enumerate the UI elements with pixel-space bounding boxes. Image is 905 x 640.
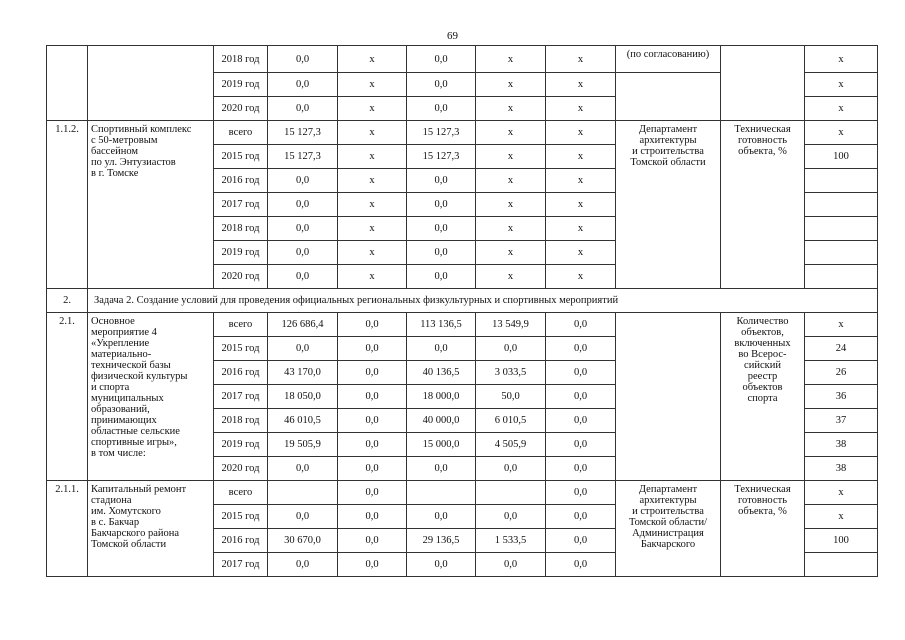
value-cell — [476, 481, 546, 505]
value-cell: х — [546, 169, 616, 193]
value-cell: 0,0 — [407, 337, 476, 361]
indicator-value-cell — [805, 217, 878, 241]
value-cell: х — [476, 169, 546, 193]
task-row — [47, 289, 878, 313]
value-cell: х — [476, 73, 546, 97]
value-cell: 46 010,5 — [268, 409, 338, 433]
value-cell: 0,0 — [338, 529, 407, 553]
indicator-value-cell: х — [805, 73, 878, 97]
item-name: Капитальный ремонт стадиона им. Хомутского в с. Бакчар Бакчарского района Томской области — [88, 481, 214, 577]
value-cell: 0,0 — [546, 457, 616, 481]
value-cell: 0,0 — [268, 337, 338, 361]
year-cell: 2020 год — [214, 97, 268, 121]
indicator-value-cell: х — [805, 505, 878, 529]
year-cell: всего — [214, 121, 268, 145]
value-cell: 43 170,0 — [268, 361, 338, 385]
value-cell: 0,0 — [546, 385, 616, 409]
value-cell: 0,0 — [268, 505, 338, 529]
value-cell: 0,0 — [407, 241, 476, 265]
item-number: 2.1.1. — [47, 481, 88, 577]
page-number: 69 — [447, 30, 458, 42]
executor-cell: (по согласованию) — [616, 46, 721, 73]
value-cell: х — [338, 265, 407, 289]
value-cell: 0,0 — [546, 313, 616, 337]
value-cell: 0,0 — [476, 337, 546, 361]
year-cell: 2019 год — [214, 433, 268, 457]
value-cell: 0,0 — [268, 553, 338, 577]
task-number: 2. — [47, 289, 88, 313]
value-cell: 1 533,5 — [476, 529, 546, 553]
value-cell — [407, 481, 476, 505]
value-cell: 0,0 — [268, 169, 338, 193]
item-name: Спортивный комплекс с 50-метровым бассейном по ул. Энтузиастов в г. Томске — [88, 121, 214, 289]
year-cell: 2016 год — [214, 169, 268, 193]
indicator-value-cell — [805, 241, 878, 265]
executor-cell: Департамент архитектуры и строительства Томской области — [616, 121, 721, 289]
value-cell: 29 136,5 — [407, 529, 476, 553]
year-cell: 2018 год — [214, 46, 268, 73]
value-cell: 0,0 — [407, 553, 476, 577]
value-cell: 0,0 — [268, 193, 338, 217]
value-cell: х — [338, 97, 407, 121]
table-row — [47, 121, 878, 145]
value-cell: х — [338, 169, 407, 193]
value-cell: х — [476, 97, 546, 121]
value-cell: х — [546, 121, 616, 145]
value-cell: х — [546, 145, 616, 169]
year-cell: 2017 год — [214, 193, 268, 217]
value-cell: 113 136,5 — [407, 313, 476, 337]
indicator-cell: Количество объектов, включенных во Всерос- сийский реестр объектов спорта — [721, 313, 805, 481]
indicator-value-cell — [805, 193, 878, 217]
value-cell: 0,0 — [268, 457, 338, 481]
value-cell: х — [546, 73, 616, 97]
indicator-value-cell: 24 — [805, 337, 878, 361]
value-cell: х — [338, 193, 407, 217]
value-cell: 0,0 — [268, 73, 338, 97]
value-cell: 0,0 — [407, 97, 476, 121]
value-cell: 15 127,3 — [268, 145, 338, 169]
value-cell: х — [338, 46, 407, 73]
value-cell: 15 127,3 — [407, 145, 476, 169]
value-cell: 13 549,9 — [476, 313, 546, 337]
value-cell: х — [546, 46, 616, 73]
indicator-value-cell — [805, 553, 878, 577]
value-cell: 0,0 — [407, 193, 476, 217]
indicator-value-cell: 100 — [805, 145, 878, 169]
item-number: 1.1.2. — [47, 121, 88, 289]
value-cell: 18 050,0 — [268, 385, 338, 409]
value-cell — [268, 481, 338, 505]
indicator-value-cell: х — [805, 97, 878, 121]
value-cell: 0,0 — [268, 46, 338, 73]
indicator-value-cell: 26 — [805, 361, 878, 385]
value-cell: 0,0 — [338, 433, 407, 457]
value-cell: 15 127,3 — [268, 121, 338, 145]
indicator-value-cell — [805, 265, 878, 289]
value-cell: 0,0 — [476, 505, 546, 529]
value-cell: 126 686,4 — [268, 313, 338, 337]
year-cell: всего — [214, 481, 268, 505]
value-cell: 0,0 — [407, 217, 476, 241]
value-cell: 40 000,0 — [407, 409, 476, 433]
value-cell: 15 127,3 — [407, 121, 476, 145]
value-cell: х — [476, 193, 546, 217]
value-cell: 0,0 — [268, 241, 338, 265]
value-cell: 4 505,9 — [476, 433, 546, 457]
value-cell: 0,0 — [338, 385, 407, 409]
value-cell: х — [338, 121, 407, 145]
value-cell: 19 505,9 — [268, 433, 338, 457]
year-cell: 2015 год — [214, 337, 268, 361]
item-name — [88, 46, 214, 121]
year-cell: 2018 год — [214, 217, 268, 241]
table-row — [47, 481, 878, 505]
value-cell: 0,0 — [268, 217, 338, 241]
value-cell: 0,0 — [338, 505, 407, 529]
item-number: 2.1. — [47, 313, 88, 481]
year-cell: 2017 год — [214, 553, 268, 577]
value-cell: х — [338, 145, 407, 169]
value-cell: 0,0 — [338, 409, 407, 433]
table-row — [47, 313, 878, 337]
value-cell: 0,0 — [338, 553, 407, 577]
value-cell: 0,0 — [338, 337, 407, 361]
year-cell: 2019 год — [214, 73, 268, 97]
year-cell: 2019 год — [214, 241, 268, 265]
value-cell: 0,0 — [546, 433, 616, 457]
value-cell: 0,0 — [476, 457, 546, 481]
value-cell: х — [546, 217, 616, 241]
value-cell: 15 000,0 — [407, 433, 476, 457]
value-cell: х — [476, 217, 546, 241]
value-cell: х — [546, 97, 616, 121]
value-cell: х — [338, 217, 407, 241]
value-cell: 0,0 — [338, 361, 407, 385]
indicator-cell: Техническая готовность объекта, % — [721, 121, 805, 289]
year-cell: 2015 год — [214, 505, 268, 529]
year-cell: 2016 год — [214, 529, 268, 553]
year-cell: 2015 год — [214, 145, 268, 169]
table-row — [47, 46, 878, 73]
indicator-cell: Техническая готовность объекта, % — [721, 481, 805, 577]
executor-cell — [616, 73, 721, 121]
item-number — [47, 46, 88, 121]
value-cell: 0,0 — [546, 337, 616, 361]
executor-cell: Департамент архитектуры и строительства Томской области/ Администрация Бакчарского — [616, 481, 721, 577]
value-cell: 0,0 — [407, 457, 476, 481]
year-cell: 2016 год — [214, 361, 268, 385]
year-cell: 2018 год — [214, 409, 268, 433]
value-cell: 6 010,5 — [476, 409, 546, 433]
year-cell: 2017 год — [214, 385, 268, 409]
value-cell: 0,0 — [268, 265, 338, 289]
value-cell: 0,0 — [546, 409, 616, 433]
value-cell: х — [338, 241, 407, 265]
value-cell: х — [476, 265, 546, 289]
value-cell: 0,0 — [546, 553, 616, 577]
year-cell: всего — [214, 313, 268, 337]
indicator-cell — [721, 46, 805, 121]
value-cell: 0,0 — [338, 457, 407, 481]
value-cell: х — [546, 241, 616, 265]
indicator-value-cell: х — [805, 313, 878, 337]
indicator-value-cell: 36 — [805, 385, 878, 409]
value-cell: 0,0 — [476, 553, 546, 577]
value-cell: 0,0 — [268, 97, 338, 121]
item-name: Основное мероприятие 4 «Укрепление материально- технической базы физической культуры и спорта муниципальных образований, принимающих областные сельские спортивные игры», в том числе: — [88, 313, 214, 481]
value-cell: 0,0 — [407, 505, 476, 529]
value-cell: 0,0 — [407, 46, 476, 73]
indicator-value-cell: 100 — [805, 529, 878, 553]
indicator-value-cell: х — [805, 481, 878, 505]
value-cell: 18 000,0 — [407, 385, 476, 409]
executor-cell — [616, 313, 721, 481]
value-cell: 0,0 — [338, 313, 407, 337]
indicator-value-cell — [805, 169, 878, 193]
value-cell: 50,0 — [476, 385, 546, 409]
value-cell: 0,0 — [338, 481, 407, 505]
value-cell: х — [476, 145, 546, 169]
value-cell: х — [546, 265, 616, 289]
value-cell: х — [546, 193, 616, 217]
value-cell: 0,0 — [407, 169, 476, 193]
value-cell: х — [476, 241, 546, 265]
value-cell: х — [476, 46, 546, 73]
value-cell: 0,0 — [546, 481, 616, 505]
year-cell: 2020 год — [214, 265, 268, 289]
value-cell: 0,0 — [407, 73, 476, 97]
indicator-value-cell: 38 — [805, 457, 878, 481]
value-cell: 0,0 — [546, 505, 616, 529]
indicator-value-cell: х — [805, 46, 878, 73]
value-cell: 3 033,5 — [476, 361, 546, 385]
indicator-value-cell: х — [805, 121, 878, 145]
value-cell: х — [476, 121, 546, 145]
year-cell: 2020 год — [214, 457, 268, 481]
program-table — [46, 45, 878, 577]
indicator-value-cell: 37 — [805, 409, 878, 433]
value-cell: 0,0 — [546, 529, 616, 553]
value-cell: 0,0 — [407, 265, 476, 289]
indicator-value-cell: 38 — [805, 433, 878, 457]
value-cell: 40 136,5 — [407, 361, 476, 385]
task-text: Задача 2. Создание условий для проведения официальных региональных физкультурных и спортивных мероприятий — [88, 289, 878, 313]
value-cell: 30 670,0 — [268, 529, 338, 553]
value-cell: 0,0 — [546, 361, 616, 385]
value-cell: х — [338, 73, 407, 97]
